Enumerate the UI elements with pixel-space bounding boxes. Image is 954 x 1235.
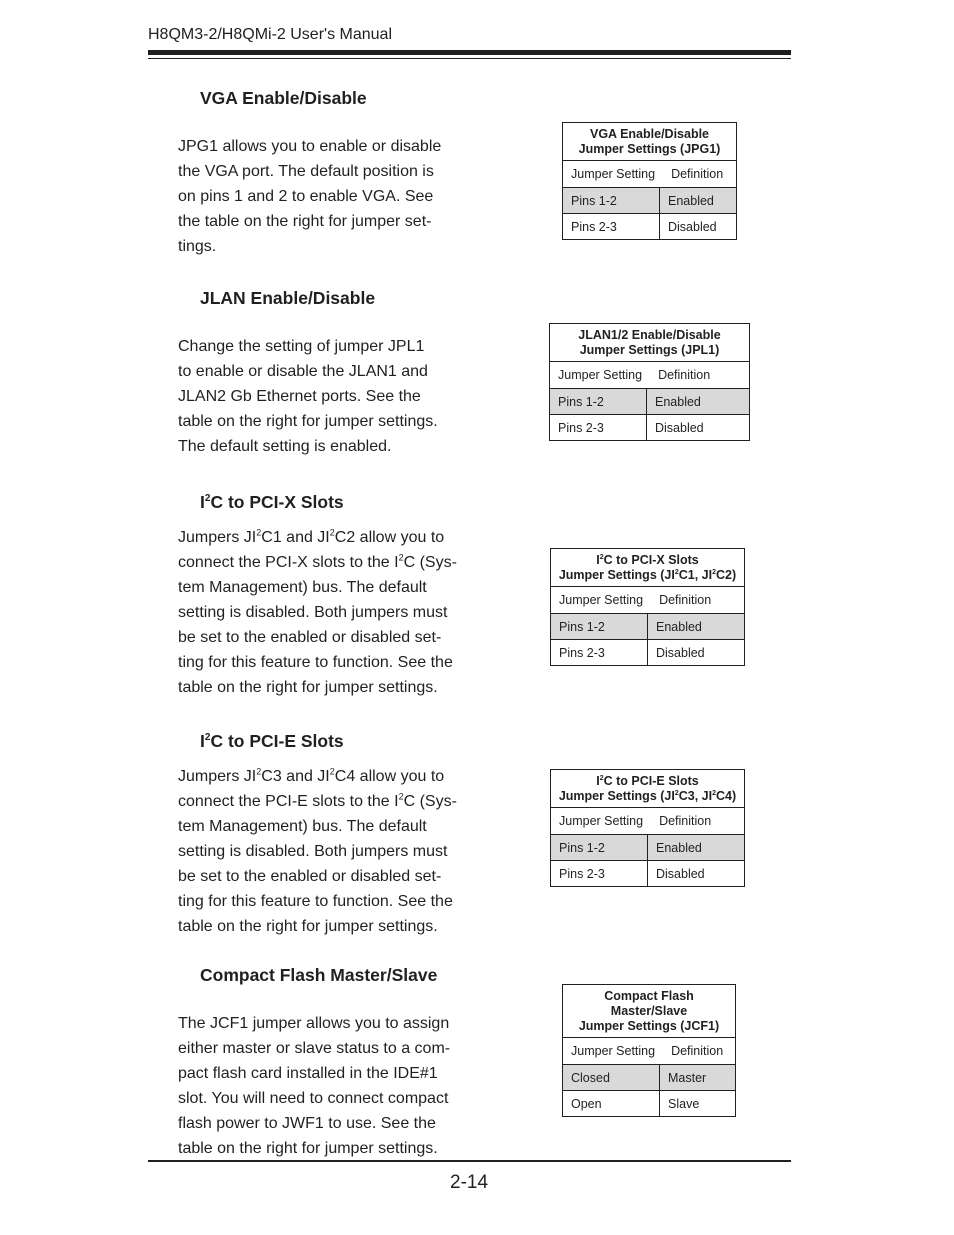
body-line: The JCF1 jumper allows you to assign (178, 1015, 450, 1032)
jumper-table-i2c-pcix (550, 548, 745, 666)
table-row (551, 835, 744, 861)
table-cell: Enabled (655, 394, 701, 409)
body-line: connect the PCI-E slots to the $I^2C$ (Sys- (178, 791, 457, 810)
col-header-definition: Definition (659, 593, 712, 607)
table-title-line: Jumper Settings ($JI^2C3$, $JI^2C4$) (558, 789, 737, 803)
table-title (563, 123, 736, 161)
table-title-line: $I^2C$ to PCI-X Slots (596, 553, 699, 567)
body-line: table on the right for jumper settings. (178, 918, 438, 935)
table-title-line: Jumper Settings (JPG1) (578, 142, 721, 156)
table-cell: Enabled (668, 193, 714, 208)
table-row (551, 861, 744, 886)
table-cell: Pins 2-3 (551, 861, 648, 886)
table-title (550, 324, 749, 362)
table-title-line: Jumper Settings (JPL1) (579, 343, 720, 357)
col-header-definition: Definition (659, 814, 712, 828)
body-line: be set to the enabled or disabled set- (178, 868, 442, 885)
col-header-definition: Definition (658, 368, 711, 382)
table-title-line: Jumper Settings (JCF1) (578, 1019, 720, 1033)
col-header-jumper-setting: Jumper Setting (558, 368, 643, 382)
table-column-headers (550, 362, 749, 389)
section-heading-i2c-pcie: $I^2C$ to PCI-E Slots (200, 731, 344, 751)
table-title (551, 770, 744, 808)
table-cell: Pins 1-2 (551, 835, 648, 860)
table-row (563, 214, 736, 239)
jumper-table-i2c-pcie (550, 769, 745, 887)
table-cell: Master (668, 1070, 707, 1085)
section-body-vga (178, 134, 463, 259)
table-cell: Disabled (656, 866, 705, 881)
col-header-jumper-setting: Jumper Setting (559, 593, 644, 607)
table-cell: Enabled (656, 619, 702, 634)
table-title-line: Jumper Settings ($JI^2C1$, $JI^2C2$) (558, 568, 737, 582)
table-cell: Pins 1-2 (551, 614, 648, 639)
col-header-definition: Definition (671, 1044, 724, 1058)
page-number: 2-14 (450, 1172, 489, 1193)
header-rule (148, 50, 791, 55)
section-body-compact-flash (178, 1011, 468, 1161)
section-body-i2c-pcie (178, 764, 466, 939)
footer-rule (148, 1160, 791, 1162)
body-line: either master or slave status to a com- (178, 1040, 451, 1057)
jumper-table-compact-flash (562, 984, 736, 1117)
table-cell: Pins 2-3 (550, 415, 647, 440)
table-row (551, 640, 744, 665)
table-row (563, 188, 736, 214)
body-line: Jumpers $JI^2C1$ and $JI^2C2$ allow you to (178, 527, 445, 546)
body-line: table on the right for jumper settings. (178, 413, 438, 430)
body-line: setting is disabled. Both jumpers must (178, 604, 448, 621)
body-line: tings. (178, 238, 217, 255)
body-line: setting is disabled. Both jumpers must (178, 843, 448, 860)
table-row (550, 415, 749, 440)
table-column-headers (563, 1038, 735, 1065)
table-cell: Pins 1-2 (563, 188, 660, 213)
section-heading-i2c-pcix: $I^2C$ to PCI-X Slots (200, 492, 344, 512)
col-header-jumper-setting: Jumper Setting (559, 814, 644, 828)
jumper-table-jlan (549, 323, 750, 441)
body-line: JLAN2 Gb Ethernet ports. See the (178, 388, 421, 405)
table-row (563, 1091, 735, 1116)
section-body-i2c-pcix (178, 525, 466, 700)
header-rule-thin (148, 58, 791, 59)
table-row (550, 389, 749, 415)
table-title-line: JLAN1/2 Enable/Disable (578, 328, 721, 342)
body-line: Change the setting of jumper JPL1 (178, 338, 425, 355)
body-line: the VGA port. The default position is (178, 163, 434, 180)
table-cell: Enabled (656, 840, 702, 855)
body-line: table on the right for jumper settings. (178, 679, 438, 696)
table-title-line: Master/Slave (610, 1004, 688, 1018)
table-title-line: VGA Enable/Disable (589, 127, 710, 141)
body-line: ting for this feature to function. See the (178, 654, 453, 671)
table-row (563, 1065, 735, 1091)
body-line: flash power to JWF1 to use. See the (178, 1115, 436, 1132)
body-line: slot. You will need to connect compact (178, 1090, 449, 1107)
table-title (551, 549, 744, 587)
col-header-jumper-setting: Jumper Setting (571, 1044, 656, 1058)
body-line: The default setting is enabled. (178, 438, 392, 455)
table-cell: Pins 2-3 (551, 640, 648, 665)
table-title-line: Compact Flash (604, 989, 694, 1003)
manual-title: H8QM3-2/H8QMi-2 User's Manual (148, 26, 393, 43)
table-title (563, 985, 735, 1038)
body-line: tem Management) bus. The default (178, 579, 427, 596)
table-column-headers (551, 587, 744, 614)
body-line: JPG1 allows you to enable or disable (178, 138, 442, 155)
section-heading-compact-flash: Compact Flash Master/Slave (200, 965, 438, 985)
section-heading-jlan: JLAN Enable/Disable (200, 288, 376, 308)
body-line: tem Management) bus. The default (178, 818, 427, 835)
table-cell: Pins 1-2 (550, 389, 647, 414)
table-cell: Disabled (656, 645, 705, 660)
table-column-headers (551, 808, 744, 835)
table-cell: Disabled (668, 219, 717, 234)
body-line: Jumpers $JI^2C3$ and $JI^2C4$ allow you to (178, 766, 445, 785)
body-line: on pins 1 and 2 to enable VGA. See (178, 188, 434, 205)
body-line: be set to the enabled or disabled set- (178, 629, 442, 646)
col-header-jumper-setting: Jumper Setting (571, 167, 656, 181)
body-line: the table on the right for jumper set- (178, 213, 432, 230)
table-cell: Disabled (655, 420, 704, 435)
table-cell: Open (563, 1091, 660, 1116)
body-line: table on the right for jumper settings. (178, 1140, 438, 1157)
body-line: pact flash card installed in the IDE#1 (178, 1065, 438, 1082)
body-line: ting for this feature to function. See the (178, 893, 453, 910)
body-line: connect the PCI-X slots to the $I^2C$ (Sys- (178, 552, 457, 571)
body-line: to enable or disable the JLAN1 and (178, 363, 428, 380)
col-header-definition: Definition (671, 167, 724, 181)
section-heading-vga: VGA Enable/Disable (200, 88, 367, 108)
table-cell: Slave (668, 1096, 700, 1111)
table-row (551, 614, 744, 640)
section-body-jlan (178, 334, 456, 459)
table-cell: Closed (563, 1065, 660, 1090)
table-cell: Pins 2-3 (563, 214, 660, 239)
jumper-table-vga (562, 122, 737, 240)
table-title-line: $I^2C$ to PCI-E Slots (596, 774, 699, 788)
table-column-headers (563, 161, 736, 188)
